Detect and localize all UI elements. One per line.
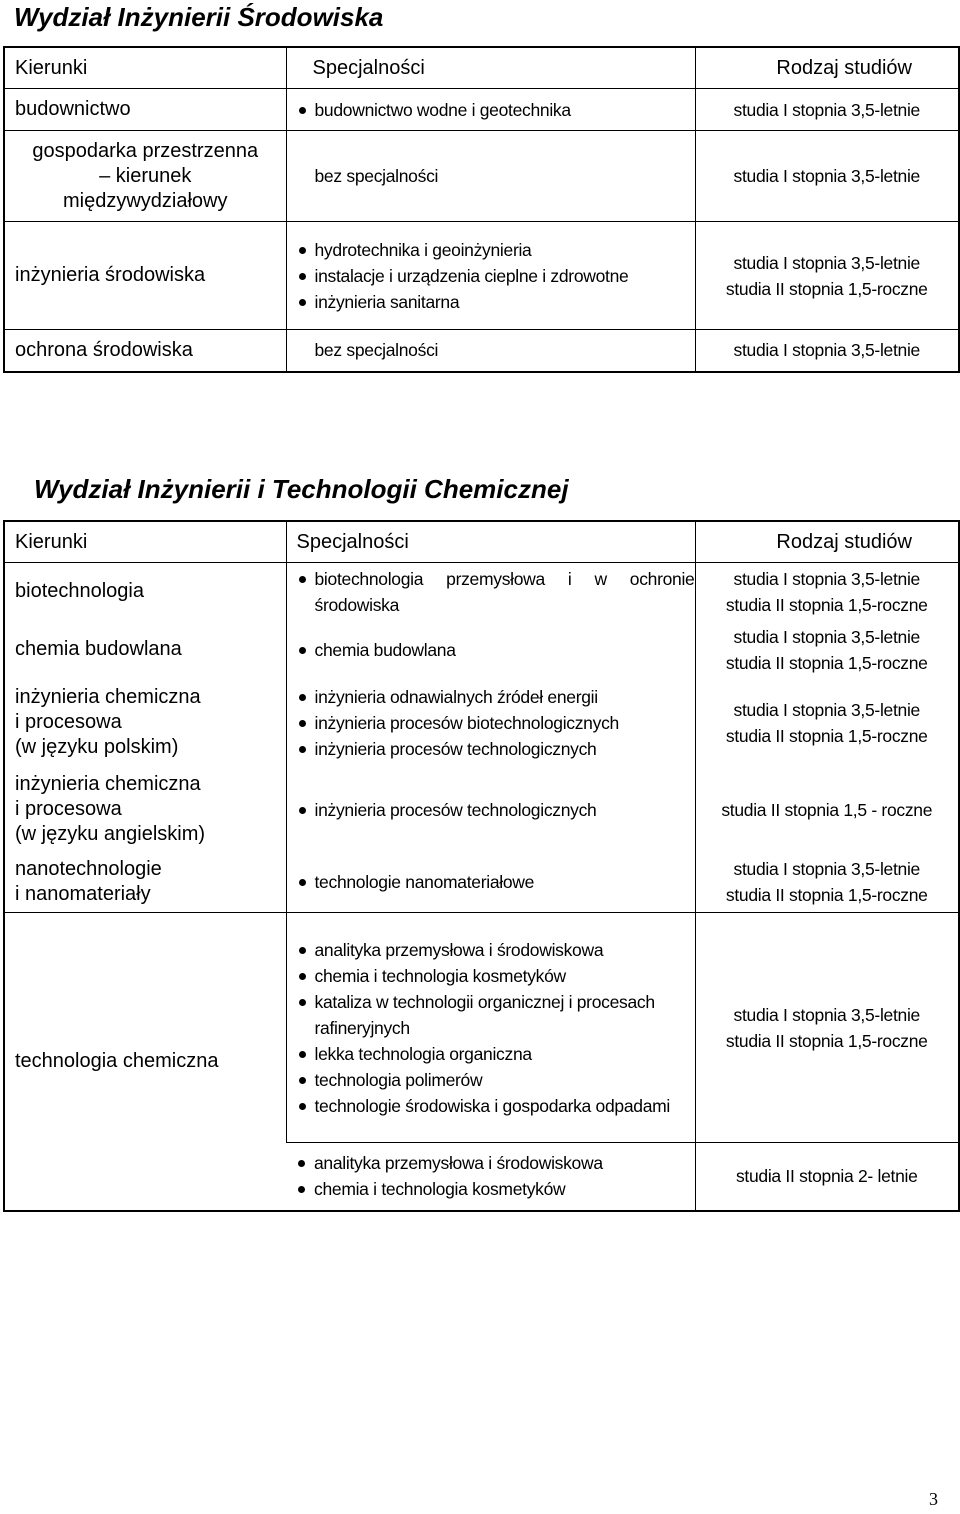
specjalnosci-cell	[286, 1143, 695, 1211]
list-item: chemia budowlana	[297, 637, 695, 663]
list-item: technologie środowiska i gospodarka odpadami	[297, 1093, 695, 1119]
programs-table-environmental	[3, 46, 960, 373]
kierunek-cell: inżynieria chemiczna i procesowa (w języku angielskim)	[15, 773, 206, 845]
rodzaj-cell: studia II stopnia 1,5 - roczne	[695, 767, 959, 853]
kierunek-cell: technologia chemiczna	[4, 913, 286, 1211]
column-header-specjalnosci: Specjalności	[286, 47, 695, 89]
kierunek-cell: chemia budowlana	[15, 638, 182, 660]
specjalnosci-cell	[286, 563, 695, 621]
list-item: inżynieria procesów technologicznych	[297, 736, 695, 762]
kierunek-cell: budownictwo	[4, 89, 286, 131]
list-item: inżynieria odnawialnych źródeł energii	[297, 684, 695, 710]
table-header-row	[4, 47, 959, 89]
list-item: analityka przemysłowa i środowiskowa	[296, 1150, 695, 1176]
rodzaj-cell: studia I stopnia 3,5-letnie	[695, 330, 959, 372]
column-header-rodzaj: Rodzaj studiów	[695, 47, 959, 89]
list-item: biotechnologia przemysłowa i w ochronie środowiska	[297, 566, 695, 618]
list-item: lekka technologia organiczna	[297, 1041, 695, 1067]
list-item: technologia polimerów	[297, 1067, 695, 1093]
column-header-specjalnosci: Specjalności	[286, 521, 695, 563]
specjalnosci-cell	[286, 679, 695, 767]
column-header-kierunki: Kierunki	[4, 521, 286, 563]
table-row	[4, 621, 959, 679]
rodzaj-cell: studia I stopnia 3,5-letnie	[695, 89, 959, 131]
faculty-title-environmental: Wydział Inżynierii Środowiska	[14, 2, 384, 32]
table-header-row	[4, 521, 959, 563]
rodzaj-cell: studia I stopnia 3,5-letnie studia II stopnia 1,5-roczne	[695, 853, 959, 913]
specjalnosci-cell	[286, 222, 695, 330]
list-item: budownictwo wodne i geotechnika	[297, 97, 695, 123]
specjalnosci-cell	[286, 913, 695, 1143]
specjalnosci-cell	[286, 853, 695, 913]
list-item: chemia i technologia kosmetyków	[296, 1176, 695, 1202]
list-item: inżynieria procesów technologicznych	[297, 797, 695, 823]
rodzaj-cell: studia I stopnia 3,5-letnie studia II stopnia 1,5-roczne	[695, 621, 959, 679]
rodzaj-cell: studia I stopnia 3,5-letnie	[695, 131, 959, 222]
rodzaj-cell: studia I stopnia 3,5-letnie studia II stopnia 1,5-roczne	[695, 222, 959, 330]
kierunek-cell: gospodarka przestrzenna – kierunek międzywydziałowy	[4, 131, 286, 222]
faculty-title-chemical: Wydział Inżynierii i Technologii Chemicznej	[34, 474, 569, 504]
list-item: inżynieria sanitarna	[297, 289, 695, 315]
rodzaj-cell: studia I stopnia 3,5-letnie studia II stopnia 1,5-roczne	[695, 679, 959, 767]
table-row	[4, 913, 959, 1143]
specjalnosci-cell: bez specjalności	[286, 330, 695, 372]
list-item: instalacje i urządzenia cieplne i zdrowotne	[297, 263, 695, 289]
rodzaj-cell: studia I stopnia 3,5-letnie studia II stopnia 1,5-roczne	[695, 563, 959, 621]
table-row	[4, 563, 959, 621]
programs-table-chemical	[3, 520, 960, 1212]
list-item: kataliza w technologii organicznej i procesach rafineryjnych	[297, 989, 695, 1041]
list-item: hydrotechnika i geoinżynieria	[297, 237, 695, 263]
kierunek-cell: ochrona środowiska	[4, 330, 286, 372]
table-row	[4, 853, 959, 913]
table-row	[4, 89, 959, 131]
list-item: analityka przemysłowa i środowiskowa	[297, 937, 695, 963]
page-number: 3	[929, 1489, 938, 1509]
kierunek-cell: inżynieria chemiczna i procesowa (w języku polskim)	[15, 686, 201, 758]
table-row	[4, 330, 959, 372]
column-header-kierunki: Kierunki	[4, 47, 286, 89]
rodzaj-cell: studia II stopnia 2- letnie	[695, 1143, 959, 1211]
table-row	[4, 131, 959, 222]
specjalnosci-cell	[286, 767, 695, 853]
table-row	[4, 679, 959, 767]
list-item: technologie nanomateriałowe	[297, 869, 695, 895]
column-header-rodzaj: Rodzaj studiów	[695, 521, 959, 563]
kierunek-cell: biotechnologia	[15, 580, 144, 603]
table-row	[4, 767, 959, 853]
kierunek-cell: inżynieria środowiska	[4, 222, 286, 330]
rodzaj-cell: studia I stopnia 3,5-letnie studia II stopnia 1,5-roczne	[695, 913, 959, 1143]
kierunek-cell: nanotechnologie i nanomateriały	[15, 858, 162, 906]
specjalnosci-cell	[286, 621, 695, 679]
table-row	[4, 222, 959, 330]
list-item: inżynieria procesów biotechnologicznych	[297, 710, 695, 736]
specjalnosci-cell: bez specjalności	[286, 131, 695, 222]
list-item: chemia i technologia kosmetyków	[297, 963, 695, 989]
specjalnosci-cell	[286, 89, 695, 131]
